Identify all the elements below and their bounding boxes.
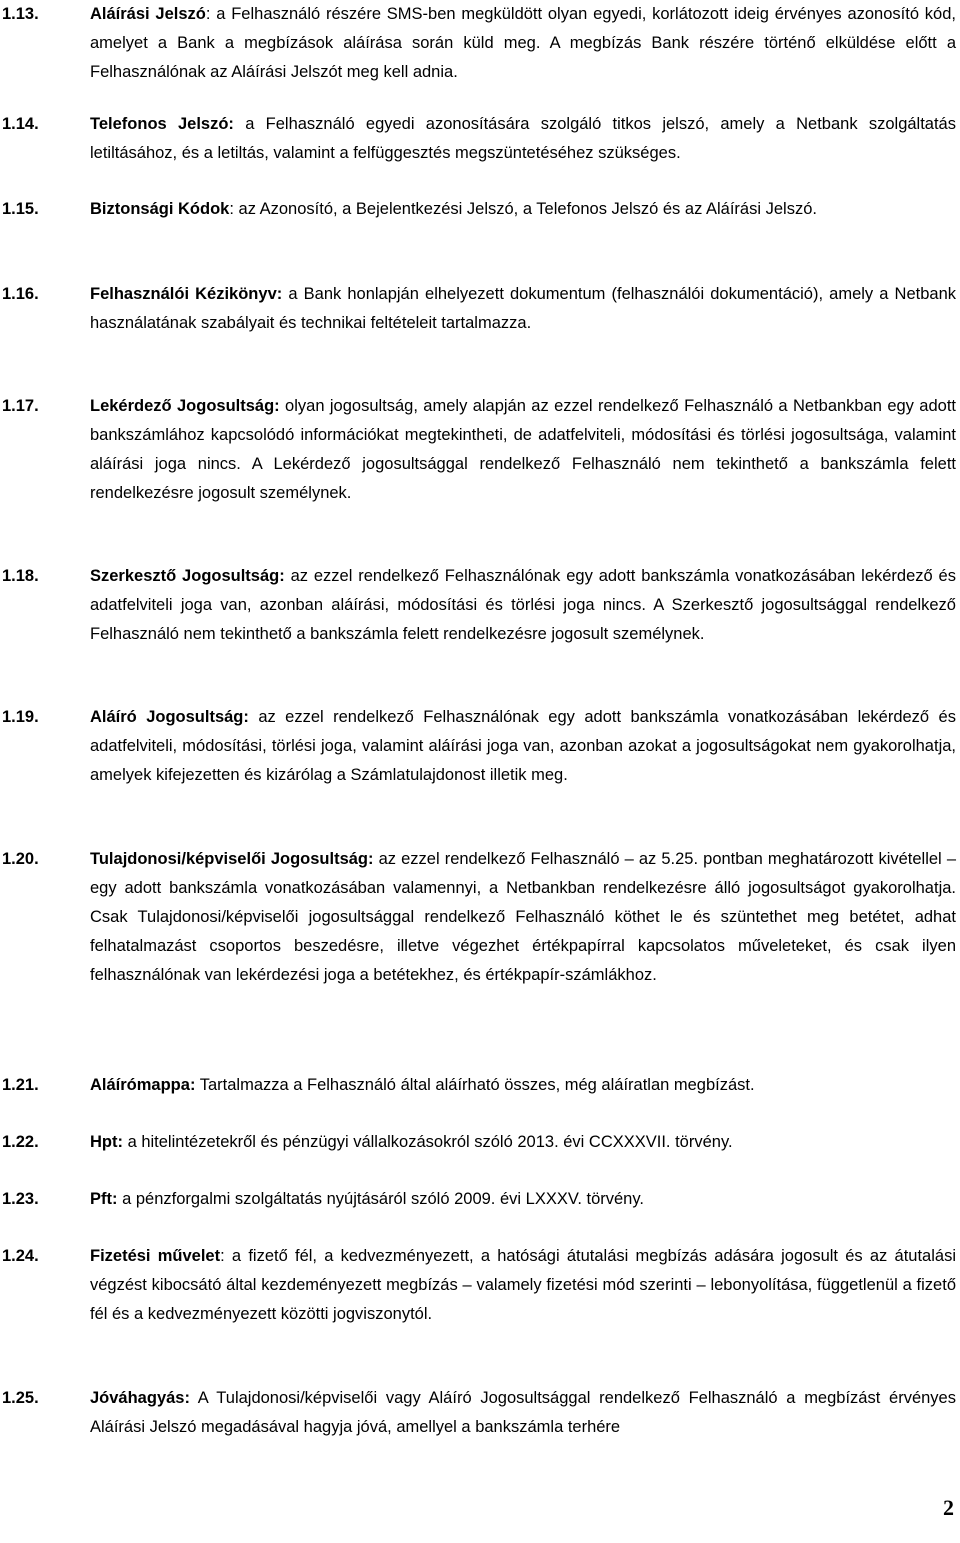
definition-body: A Tulajdonosi/képviselői vagy Aláíró Jogosultsággal rendelkező Felhasználó a megbízást érvényes Aláírási Jelszó megadásával hagyja jóvá, amellyel a bankszámla terhére	[90, 1389, 956, 1436]
item-number: 1.17.	[2, 397, 39, 415]
defined-term: Szerkesztő Jogosultság:	[90, 567, 285, 585]
defined-term: Felhasználói Kézikönyv:	[90, 285, 283, 303]
defined-term: Lekérdező Jogosultság:	[90, 397, 280, 415]
definition-text	[90, 703, 956, 790]
definition-body: a pénzforgalmi szolgáltatás nyújtásáról szóló 2009. évi LXXXV. törvény.	[117, 1190, 644, 1208]
defined-term: Hpt:	[90, 1133, 123, 1151]
definition-text	[90, 195, 956, 224]
defined-term: Fizetési művelet	[90, 1247, 221, 1265]
item-number: 1.18.	[2, 567, 39, 585]
definition-text	[90, 562, 956, 649]
definition-text	[90, 1128, 956, 1157]
definition-body: az Azonosító, a Bejelentkezési Jelszó, a Telefonos Jelszó és az Aláírási Jelszó.	[233, 200, 817, 218]
definition-body: az ezzel rendelkező Felhasználónak egy adott bankszámla vonatkozásában lekérdező és adatfelviteli, módosítási, törlési joga, valamint aláírási joga van, azonban azokat a jogosultságokat nem gyakorolhatja, amelyek kifejezetten és kizárólag a Számlatulajdonost illetik meg.	[90, 708, 956, 784]
defined-term: Pft:	[90, 1190, 118, 1208]
term-separator: :	[220, 1247, 225, 1265]
definition-body: Tartalmazza a Felhasználó által aláírható összes, még aláíratlan megbízást.	[195, 1076, 755, 1094]
definition-text	[90, 1242, 956, 1329]
definition-text	[90, 280, 956, 338]
definition-body: a Felhasználó részére SMS-ben megküldött olyan egyedi, korlátozott ideig érvényes azonosító kód, amelyet a Bank a megbízások aláírása során küld meg. A megbízás Bank részére történő elküldése előtt a Felhasználónak az Aláírási Jelszót meg kell adnia.	[90, 5, 956, 81]
definition-text	[90, 1071, 956, 1100]
item-number: 1.19.	[2, 708, 39, 726]
definition-body: a hitelintézetekről és pénzügyi vállalkozásokról szóló 2013. évi CCXXXVII. törvény.	[122, 1133, 733, 1151]
defined-term: Aláírómappa:	[90, 1076, 196, 1094]
definition-text	[90, 110, 956, 168]
definition-body: a fizető fél, a kedvezményezett, a hatósági átutalási megbízás adására jogosult és az átutalási végzést kibocsátó által kezdeményezett megbízás – valamely fizetési mód szerinti – lebonyolítása, függetlenül a fizető fél és a kedvezményezett közötti jogviszonytól.	[90, 1247, 956, 1323]
definition-text	[90, 1384, 956, 1442]
item-number: 1.13.	[2, 5, 39, 23]
definition-text	[90, 1185, 956, 1214]
defined-term: Aláíró Jogosultság:	[90, 708, 249, 726]
item-number: 1.14.	[2, 115, 39, 133]
defined-term: Telefonos Jelszó:	[90, 115, 234, 133]
item-number: 1.25.	[2, 1389, 39, 1407]
definition-text	[90, 0, 956, 87]
definition-text	[90, 392, 956, 508]
definition-body: az ezzel rendelkező Felhasználó – az 5.25. pontban meghatározott kivétellel – egy adott bankszámla vonatkozásában valamennyi, a Netbankban rendelkezésre álló jogosultságot gyakorolhatja. Csak Tulajdonosi/képviselői jogosultsággal rendelkező Felhasználó köthet le és szüntethet meg betétet, adhat felhatalmazást csoportos beszedésre, illetve végezhet értékpapírral kapcsolatos műveleteket, és csak ilyen felhasználónak van lekérdezési joga a betétekhez, és értékpapír-számlákhoz.	[90, 850, 956, 984]
definition-body: a Felhasználó egyedi azonosítására szolgáló titkos jelszó, amely a Netbank szolgáltatás letiltásához, és a letiltás, valamint a felfüggesztés megszüntetéséhez szükséges.	[90, 115, 956, 162]
definition-body: az ezzel rendelkező Felhasználónak egy adott bankszámla vonatkozásában lekérdező és adatfelviteli joga van, azonban aláírási, módosítási és törlési joga nincs. A Szerkesztő jogosultsággal rendelkező Felhasználó nem tekinthető a bankszámla felett rendelkezésre jogosult személynek.	[90, 567, 956, 643]
term-separator: :	[205, 5, 211, 23]
item-number: 1.15.	[2, 200, 39, 218]
definition-body: olyan jogosultság, amely alapján az ezzel rendelkező Felhasználó a Netbankban egy adott bankszámlához kapcsolódó információkat megtekintheti, de adatfelviteli, módosítási és törlési jogosultsága, valamint aláírási joga nincs. A Lekérdező jogosultsággal rendelkező Felhasználó nem tekinthető a bankszámla felett rendelkezésre jogosult személynek.	[90, 397, 957, 502]
term-separator: :	[229, 200, 234, 218]
definition-body: a Bank honlapján elhelyezett dokumentum (felhasználói dokumentáció), amely a Netbank használatának szabályait és technikai feltételeit tartalmazza.	[90, 285, 956, 332]
item-number: 1.23.	[2, 1190, 39, 1208]
item-number: 1.21.	[2, 1076, 39, 1094]
defined-term: Tulajdonosi/képviselői Jogosultság:	[90, 850, 374, 868]
definition-text	[90, 845, 956, 990]
item-number: 1.16.	[2, 285, 39, 303]
page-number: 2	[943, 1495, 954, 1520]
item-number: 1.22.	[2, 1133, 39, 1151]
item-number: 1.24.	[2, 1247, 39, 1265]
defined-term: Jóváhagyás:	[90, 1389, 190, 1407]
item-number: 1.20.	[2, 850, 39, 868]
defined-term: Biztonsági Kódok	[90, 200, 230, 218]
defined-term: Aláírási Jelszó	[90, 5, 206, 23]
